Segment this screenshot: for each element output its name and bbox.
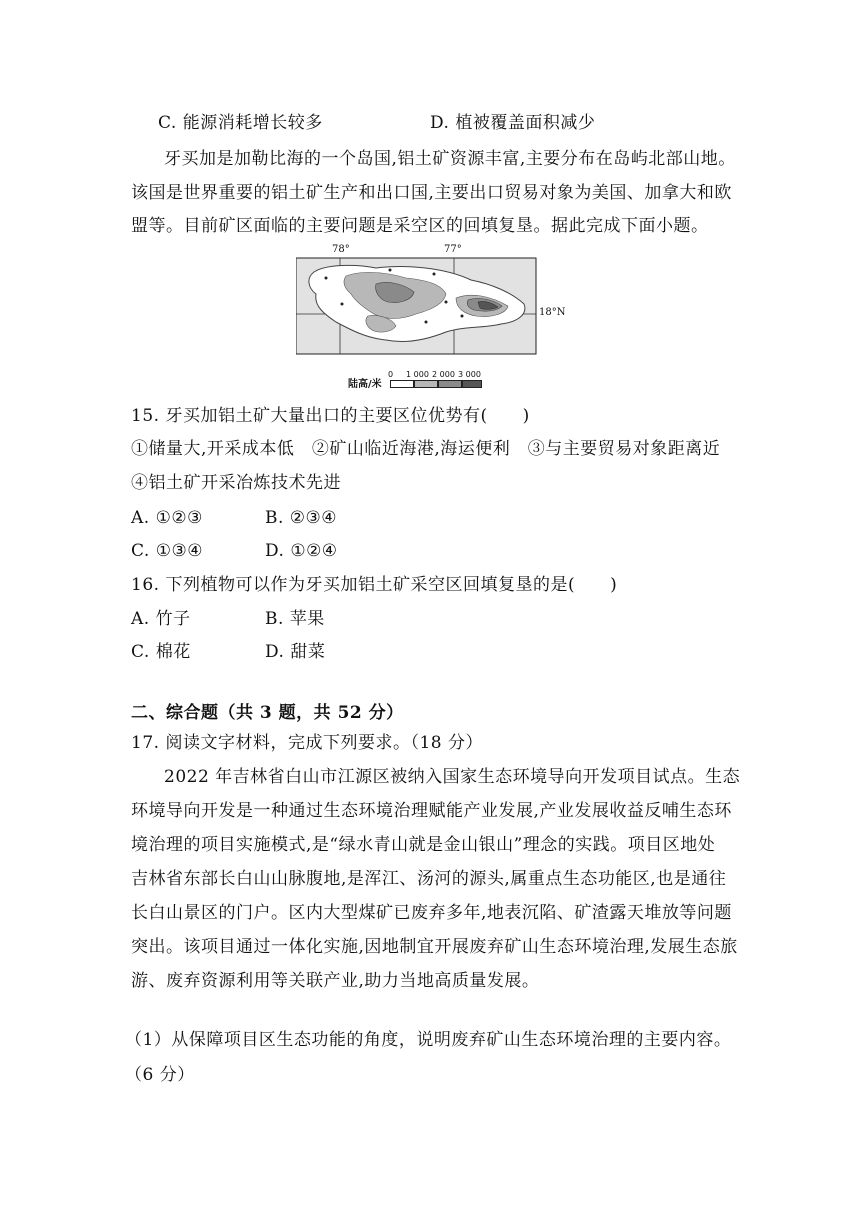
material-line-1: 2022 年吉林省白山市江源区被纳入国家生态环境导向开发项目试点。生态 bbox=[164, 767, 741, 787]
legend-tick-1000: 1 000 bbox=[406, 370, 429, 379]
question-16-option-a: A. 竹子 bbox=[131, 609, 191, 629]
question-15-option-b: B. ②③④ bbox=[265, 508, 338, 528]
material-line-2: 环境导向开发是一种通过生态环境治理赋能产业发展,产业发展收益反哺生态环 bbox=[131, 801, 732, 821]
question-15-statements-1: ①储量大,开采成本低 ②矿山临近海港,海运便利 ③与主要贸易对象距离近 bbox=[131, 439, 721, 459]
option-d-previous: D. 植被覆盖面积减少 bbox=[430, 113, 596, 133]
question-16: 16. 下列植物可以作为牙买加铝土矿采空区回填复垦的是( ) bbox=[131, 575, 618, 595]
lon-label-78: 78° bbox=[332, 244, 350, 255]
legend-tick-2000: 2 000 bbox=[432, 370, 455, 379]
question-15-option-c: C. ①③④ bbox=[131, 541, 203, 561]
section-2-heading: 二、综合题（共 3 题，共 52 分） bbox=[131, 703, 404, 723]
material-line-7: 游、废弃资源利用等关联产业,助力当地高质量发展。 bbox=[131, 971, 540, 991]
legend-swatch-low bbox=[390, 380, 414, 388]
option-c-previous: C. 能源消耗增长较多 bbox=[158, 113, 323, 133]
legend-swatch-peak bbox=[462, 380, 482, 388]
question-15-option-d: D. ①②④ bbox=[265, 541, 338, 561]
question-16-option-c: C. 棉花 bbox=[131, 642, 191, 662]
legend-tick-0: 0 bbox=[388, 370, 394, 379]
question-17: 17. 阅读文字材料，完成下列要求。（18 分） bbox=[131, 733, 483, 753]
material-line-5: 长白山景区的门户。区内大型煤矿已废弃多年,地表沉陷、矿渣露天堆放等问题 bbox=[131, 903, 732, 923]
passage-line-3: 盟等。目前矿区面临的主要问题是采空区的回填复垦。据此完成下面小题。 bbox=[131, 216, 709, 236]
question-15: 15. 牙买加铝土矿大量出口的主要区位优势有( ) bbox=[131, 406, 530, 426]
passage-line-1: 牙买加是加勒比海的一个岛国,铝土矿资源丰富,主要分布在岛屿北部山地。 bbox=[164, 149, 736, 169]
question-16-option-b: B. 苹果 bbox=[265, 609, 325, 629]
lon-label-77: 77° bbox=[444, 244, 462, 255]
material-line-3: 境治理的项目实施模式,是“绿水青山就是金山银山”理念的实践。项目区地处 bbox=[131, 835, 716, 855]
material-line-6: 突出。该项目通过一体化实施,因地制宜开展废弃矿山生态环境治理,发展生态旅 bbox=[131, 937, 738, 957]
material-line-4: 吉林省东部长白山山脉腹地,是浑江、汤河的源头,属重点生态功能区,也是通往 bbox=[131, 869, 727, 889]
passage-line-2: 该国是世界重要的铝土矿生产和出口国,主要出口贸易对象为美国、加拿大和欧 bbox=[131, 183, 732, 203]
legend-tick-3000: 3 000 bbox=[458, 370, 481, 379]
question-15-statements-2: ④铝土矿开采冶炼技术先进 bbox=[131, 473, 341, 493]
question-16-option-d: D. 甜菜 bbox=[265, 642, 326, 662]
subquestion-1-line-1: （1）从保障项目区生态功能的角度，说明废弃矿山生态环境治理的主要内容。 bbox=[125, 1030, 732, 1050]
legend-swatch-high bbox=[438, 380, 462, 388]
lat-label-18n: 18°N bbox=[539, 307, 566, 318]
legend-swatch-mid bbox=[414, 380, 438, 388]
jamaica-map-svg bbox=[296, 244, 566, 364]
subquestion-1-line-2: （6 分） bbox=[125, 1065, 195, 1085]
elevation-legend bbox=[348, 370, 488, 392]
question-15-option-a: A. ①②③ bbox=[131, 508, 203, 528]
legend-label: 陆高/米 bbox=[348, 379, 382, 390]
